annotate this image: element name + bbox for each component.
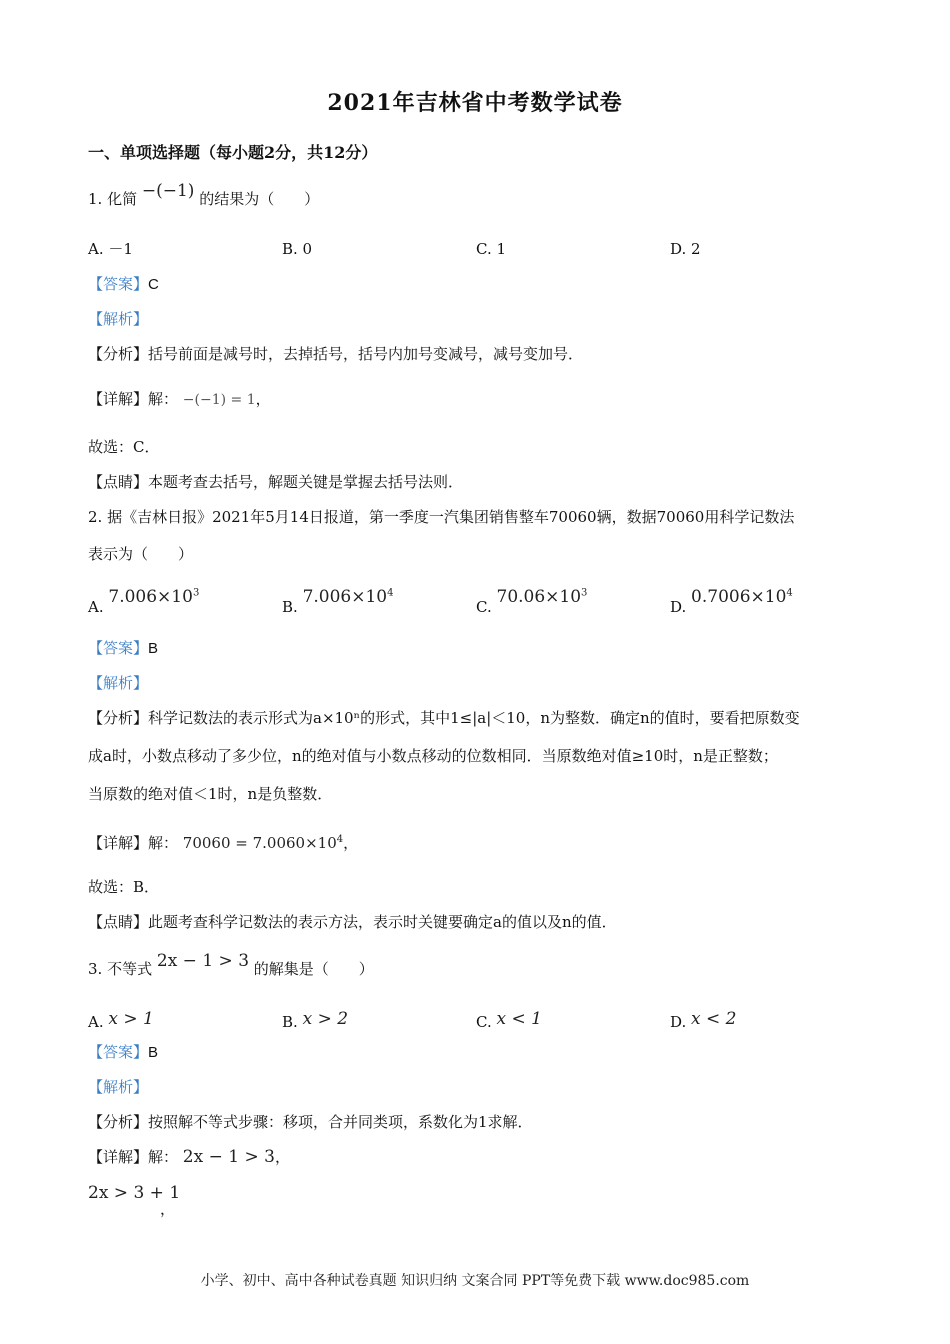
detail-math: $70060 = 7.0060\times 10^4$ (182, 834, 344, 852)
q3-detail-1 (88, 1146, 290, 1168)
q3-option-a (88, 1008, 154, 1030)
q3-detail-2-comma: ， (160, 1200, 176, 1218)
detail-math: 2x > 3 + 1 (88, 1183, 181, 1203)
q2-answer (88, 637, 158, 660)
q2-analysis-1: 【分析】科学记数法的表示形式为a×10ⁿ的形式，其中1≤|a|＜10，n为整数．确定n的值时，要看把原数变 (88, 709, 800, 727)
option-math: x > 1 (108, 1009, 154, 1029)
option-math: x < 1 (496, 1009, 542, 1029)
q3-math: 2x − 1 > 3 (156, 951, 250, 971)
q2-option-a (88, 582, 200, 616)
q1-option-d: D. 2 (670, 240, 701, 258)
q1-option-b: B. 0 (282, 240, 313, 258)
option-label: B. (282, 1013, 298, 1031)
q1-jiexi: 【解析】 (88, 310, 149, 328)
answer-value: C (148, 276, 159, 293)
detail-prefix: 【详解】解： (88, 1148, 179, 1166)
q1-detail (88, 388, 271, 411)
q2-option-c (476, 582, 588, 616)
q3-option-b (282, 1008, 348, 1030)
question-1 (88, 181, 320, 210)
detail-prefix: 【详解】解： (88, 390, 179, 408)
option-math: $0.7006\times 10^4$ (691, 586, 793, 607)
detail-math: 2x − 1 > 3 (182, 1147, 275, 1167)
q2-comment: 【点睛】此题考查科学记数法的表示方法，表示时关键要确定a的值以及n的值． (88, 913, 617, 931)
answer-label: 【答案】 (88, 1043, 149, 1061)
q1-comment: 【点睛】本题考查去括号，解题关键是掌握去括号法则． (88, 473, 464, 491)
q1-option-c: C. 1 (476, 240, 507, 258)
q1-math: −(−1) (141, 181, 195, 201)
q3-jiexi: 【解析】 (88, 1078, 149, 1096)
detail-math: −(−1) = 1 (182, 392, 256, 408)
q2-choose: 故选：B． (88, 878, 160, 896)
detail-suffix: ， (343, 834, 359, 852)
answer-label: 【答案】 (88, 275, 149, 293)
q3-analysis: 【分析】按照解不等式步骤：移项，合并同类项，系数化为1求解． (88, 1113, 533, 1131)
option-math: x < 2 (691, 1009, 737, 1029)
q2-analysis-2: 成a时，小数点移动了多少位，n的绝对值与小数点移动的位数相同．当原数绝对值≥10时，n是正整数； (88, 747, 778, 765)
detail-suffix: ， (274, 1148, 290, 1166)
option-label: C. (476, 597, 492, 616)
q1-suffix: 的结果为（ ） (199, 190, 320, 208)
question-2-line1: 2. 据《吉林日报》2021年5月14日报道，第一季度一汽集团销售整车70060辆，数据70060用科学记数法 (88, 508, 795, 526)
option-label: C. (476, 1013, 492, 1031)
question-3 (88, 951, 374, 980)
q3-suffix: 的解集是（ ） (253, 960, 374, 978)
question-2-line2: 表示为（ ） (88, 545, 194, 563)
q2-option-b (282, 582, 394, 616)
section-heading: 一、单项选择题（每小题2分，共12分） (88, 143, 378, 162)
q3-answer (88, 1041, 158, 1064)
q1-option-a: A. －1 (88, 240, 133, 258)
q1-choose: 故选：C． (88, 438, 160, 456)
option-label: D. (670, 1013, 687, 1031)
answer-value: B (148, 640, 159, 657)
q2-jiexi: 【解析】 (88, 674, 149, 692)
option-label: A. (88, 1013, 104, 1031)
q2-detail (88, 829, 358, 854)
q3-prefix: 3. 不等式 (88, 960, 153, 978)
detail-prefix: 【详解】解： (88, 834, 179, 852)
q1-analysis: 【分析】括号前面是减号时，去掉括号，括号内加号变减号，减号变加号． (88, 345, 584, 363)
option-label: A. (88, 597, 104, 616)
detail-suffix: ， (255, 390, 271, 408)
q1-answer (88, 273, 159, 296)
option-label: B. (282, 597, 298, 616)
q2-analysis-3: 当原数的绝对值＜1时，n是负整数． (88, 785, 333, 803)
option-label: D. (670, 597, 687, 616)
q2-option-d (670, 582, 793, 616)
q3-option-c (476, 1008, 542, 1030)
page-footer: 小学、初中、高中各种试卷真题 知识归纳 文案合同 PPT等免费下载 www.doc985.com (200, 1273, 750, 1289)
option-math: $70.06\times 10^3$ (496, 586, 588, 607)
page-title: 2021年吉林省中考数学试卷 (327, 90, 623, 116)
option-math: x > 2 (302, 1009, 349, 1029)
option-math: $7.006\times 10^4$ (302, 586, 394, 607)
q3-option-d (670, 1008, 737, 1030)
answer-label: 【答案】 (88, 639, 149, 657)
option-math: $7.006\times 10^3$ (108, 586, 200, 607)
answer-value: B (148, 1044, 159, 1061)
q1-prefix: 1. 化简 (88, 190, 138, 208)
